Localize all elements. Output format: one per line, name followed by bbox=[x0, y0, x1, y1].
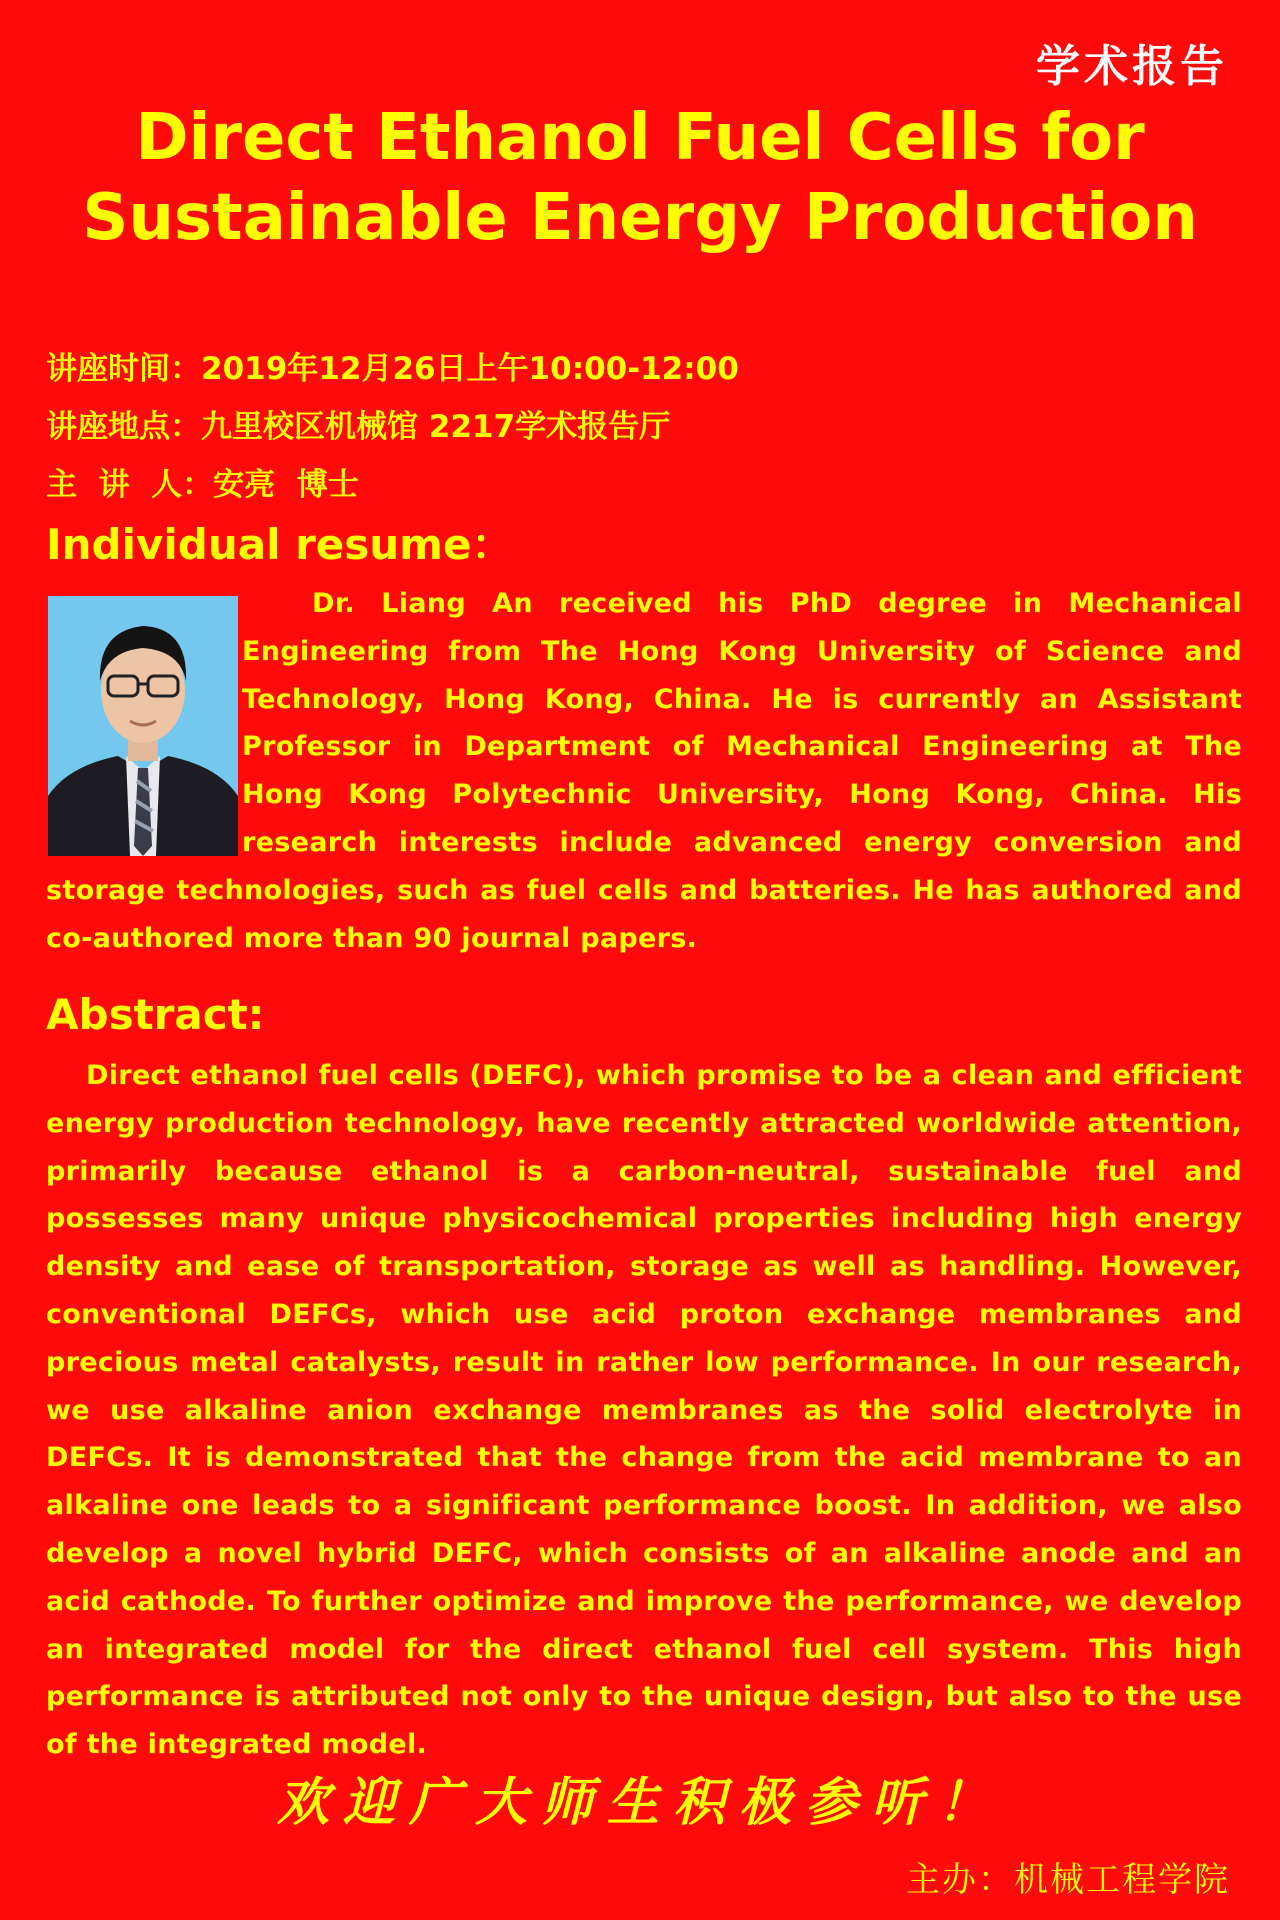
place-value: 九里校区机械馆 2217学术报告厅 bbox=[201, 409, 671, 445]
host-organizer: 主办：机械工程学院 bbox=[906, 1860, 1230, 1900]
resume-text bbox=[46, 580, 1242, 962]
lecture-info bbox=[46, 340, 739, 514]
time-value: 2019年12月26日上午10:00-12:00 bbox=[201, 351, 739, 387]
abstract-heading: Abstract: bbox=[46, 990, 265, 1039]
place-label: 讲座地点： bbox=[46, 409, 201, 445]
resume-body: Dr. Liang An received his PhD degree in Mechanical Engineering from The Hong Kong University of Science and Technology, Hong Kong, China. He is currently an Assistant Professor in Department of Mechanical Engineering at The Hong Kong Polytechnic University, Hong Kong, China. His research interests include advanced energy conversion and storage technologies, such as fuel cells and batteries. He has authored and co-authored more than 90 journal papers. bbox=[46, 588, 1242, 954]
speaker-label: 主 讲 人： bbox=[46, 467, 214, 503]
time-label: 讲座时间： bbox=[46, 351, 201, 387]
speaker-value: 安亮 博士 bbox=[213, 467, 359, 503]
place-row bbox=[46, 398, 739, 456]
title-line-2: Sustainable Energy Production bbox=[82, 181, 1198, 255]
welcome-message: 欢迎广大师生积极参听！ bbox=[276, 1772, 1003, 1833]
report-tag: 学术报告 bbox=[1036, 41, 1228, 92]
speaker-row bbox=[46, 456, 739, 514]
resume-heading: Individual resume： bbox=[46, 520, 514, 569]
time-row bbox=[46, 340, 739, 398]
lecture-title bbox=[0, 98, 1280, 258]
title-line-1: Direct Ethanol Fuel Cells for bbox=[135, 101, 1145, 175]
photo-spacer bbox=[46, 580, 242, 862]
abstract-text: Direct ethanol fuel cells (DEFC), which promise to be a clean and efficient energy production technology, have recently attracted worldwide attention, primarily because ethanol is a carbon-neutral, sustainable fuel and possesses many unique physicochemical properties including high energy density and ease of transportation, storage as well as handling. However, conventional DEFCs, which use acid proton exchange membranes and precious metal catalysts, result in rather low performance. In our research, we use alkaline anion exchange membranes as the solid electrolyte in DEFCs. It is demonstrated that the change from the acid membrane to an alkaline one leads to a significant performance boost. In addition, we also develop a novel hybrid DEFC, which consists of an alkaline anode and an acid cathode. To further optimize and improve the performance, we develop an integrated model for the direct ethanol fuel cell system. This high performance is attributed not only to the unique design, but also to the use of the integrated model. bbox=[46, 1060, 1242, 1761]
